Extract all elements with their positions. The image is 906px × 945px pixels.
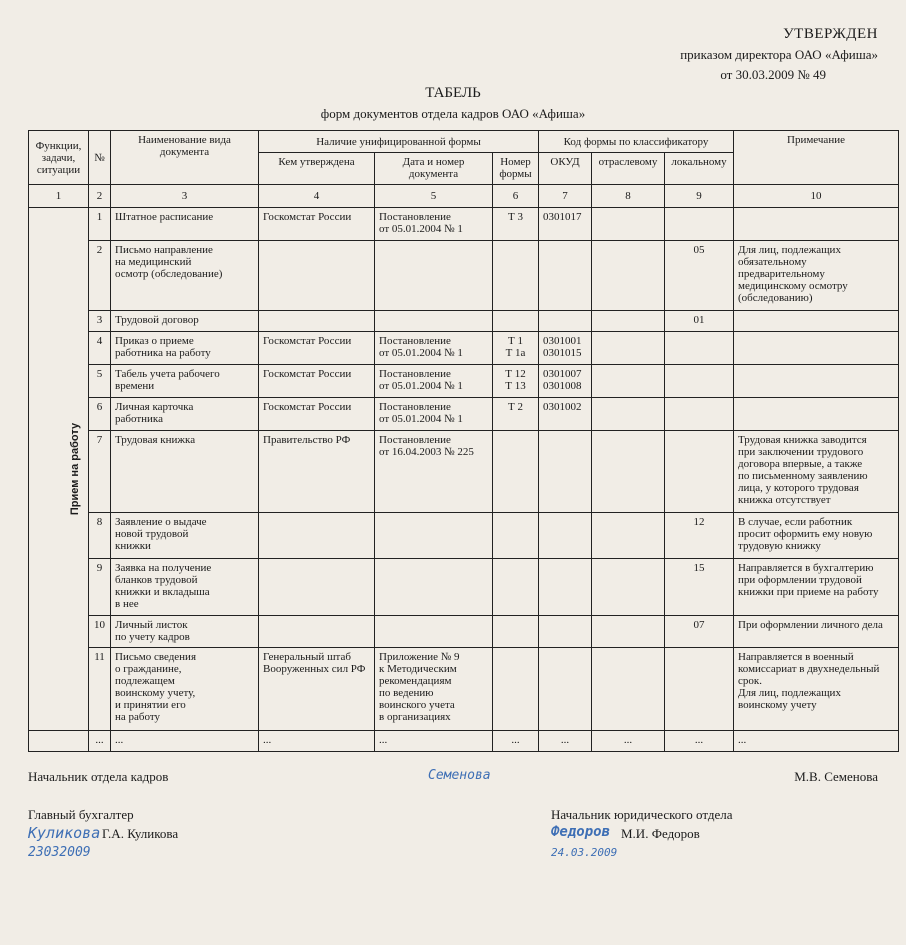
cell-date-number xyxy=(375,559,493,616)
cell-note: Направляется в военный комиссариат в двухнедельный срок. Для лиц, подлежащих воинскому учету xyxy=(734,648,899,731)
cell-approved-by: Генеральный штаб Вооруженных сил РФ xyxy=(259,648,375,731)
document-subtitle: форм документов отдела кадров ОАО «Афиша» xyxy=(320,106,586,121)
cell-doc-name: Письмо направление на медицинский осмотр (обследование) xyxy=(111,241,259,311)
column-number: 8 xyxy=(592,185,665,208)
cell-form-number: Т 2 xyxy=(493,398,539,431)
column-number: 9 xyxy=(665,185,734,208)
cell-form-number: Т 3 xyxy=(493,208,539,241)
cell-branch-code xyxy=(592,208,665,241)
cell-note xyxy=(734,332,899,365)
legal-head-name: М.И. Федоров xyxy=(621,826,700,841)
cell-note: Трудовая книжка заводится при заключении трудового договора впервые, а также по письменному заявлению лица, у которого трудовая книжка отсутствует xyxy=(734,431,899,513)
row-number: 5 xyxy=(89,365,111,398)
table-row xyxy=(29,398,899,431)
header-unified-form: Наличие унифицированной формы xyxy=(259,131,539,153)
cell-approved-by xyxy=(259,559,375,616)
approval-stamp xyxy=(680,24,878,85)
cell-form-number xyxy=(493,513,539,559)
row-number: 1 xyxy=(89,208,111,241)
cell-local-code xyxy=(665,648,734,731)
row-number: 3 xyxy=(89,311,111,332)
cell-okud-code xyxy=(539,513,592,559)
cell-date-number: Приложение № 9 к Методическим рекомендациям по ведению воинского учета в организациях xyxy=(375,648,493,731)
cell-doc-name: Трудовая книжка xyxy=(111,431,259,513)
row-number: 4 xyxy=(89,332,111,365)
table-row xyxy=(29,365,899,398)
cell-local-code xyxy=(665,332,734,365)
header-number: № xyxy=(89,131,111,185)
cell-doc-name: Личный листок по учету кадров xyxy=(111,616,259,648)
cell-local-code: 01 xyxy=(665,311,734,332)
cell-form-number: Т 1 Т 1а xyxy=(493,332,539,365)
header-branch: отраслевому xyxy=(592,153,665,185)
cell-date-number: Постановление от 05.01.2004 № 1 xyxy=(375,208,493,241)
cell-approved-by: Госкомстат России xyxy=(259,365,375,398)
approval-date: от 30.03.2009 № 49 xyxy=(720,67,826,82)
cell-form-number xyxy=(493,311,539,332)
cell-okud-code: 0301001 0301015 xyxy=(539,332,592,365)
cell-approved-by: ... xyxy=(259,731,375,752)
legal-head-signature: Федоров xyxy=(551,824,611,840)
header-local: локальному xyxy=(665,153,734,185)
cell-local-code: 05 xyxy=(665,241,734,311)
cell-approved-by: Правительство РФ xyxy=(259,431,375,513)
cell-approved-by xyxy=(259,616,375,648)
cell-form-number: ... xyxy=(493,731,539,752)
group-cell-empty xyxy=(29,731,89,752)
cell-branch-code xyxy=(592,616,665,648)
table-row xyxy=(29,559,899,616)
cell-form-number xyxy=(493,616,539,648)
column-number: 3 xyxy=(111,185,259,208)
column-number: 2 xyxy=(89,185,111,208)
table-row xyxy=(29,616,899,648)
chief-accountant-date: 23032009 xyxy=(28,845,91,860)
cell-note: В случае, если работник просит оформить ему новую трудовую книжку xyxy=(734,513,899,559)
row-number: 10 xyxy=(89,616,111,648)
cell-okud-code xyxy=(539,431,592,513)
cell-note: ... xyxy=(734,731,899,752)
cell-date-number: Постановление от 05.01.2004 № 1 xyxy=(375,398,493,431)
cell-date-number xyxy=(375,311,493,332)
cell-okud-code xyxy=(539,241,592,311)
header-classifier-code: Код формы по классификатору xyxy=(539,131,734,153)
cell-local-code xyxy=(665,431,734,513)
hr-head-name: М.В. Семенова xyxy=(794,769,878,784)
group-label: Прием на работу xyxy=(69,422,82,516)
cell-branch-code xyxy=(592,311,665,332)
chief-accountant-signature: Куликова xyxy=(28,824,101,842)
cell-local-code xyxy=(665,365,734,398)
cell-branch-code xyxy=(592,365,665,398)
cell-branch-code xyxy=(592,332,665,365)
cell-doc-name: Табель учета рабочего времени xyxy=(111,365,259,398)
column-number: 10 xyxy=(734,185,899,208)
header-okud: ОКУД xyxy=(539,153,592,185)
cell-okud-code: ... xyxy=(539,731,592,752)
table-row xyxy=(29,731,899,752)
cell-doc-name: Трудовой договор xyxy=(111,311,259,332)
cell-okud-code xyxy=(539,648,592,731)
cell-local-code: ... xyxy=(665,731,734,752)
cell-doc-name: Приказ о приеме работника на работу xyxy=(111,332,259,365)
approval-order: приказом директора ОАО «Афиша» xyxy=(680,47,878,62)
table-row xyxy=(29,241,899,311)
header-date-number: Дата и номер документа xyxy=(375,153,493,185)
hr-head-title: Начальник отдела кадров xyxy=(28,769,169,784)
header-form-number: Номер формы xyxy=(493,153,539,185)
cell-doc-name: ... xyxy=(111,731,259,752)
header-doc-name: Наименование вида документа xyxy=(111,131,259,185)
table-row xyxy=(29,513,899,559)
chief-accountant-name: Г.А. Куликова xyxy=(102,826,179,841)
cell-doc-name: Личная карточка работника xyxy=(111,398,259,431)
cell-local-code xyxy=(665,398,734,431)
cell-branch-code xyxy=(592,241,665,311)
cell-okud-code xyxy=(539,311,592,332)
table-row xyxy=(29,648,899,731)
cell-date-number xyxy=(375,513,493,559)
table-row xyxy=(29,332,899,365)
cell-date-number: Постановление от 05.01.2004 № 1 xyxy=(375,365,493,398)
cell-doc-name: Заявка на получение бланков трудовой книжки и вкладыша в нее xyxy=(111,559,259,616)
cell-date-number xyxy=(375,616,493,648)
cell-local-code: 15 xyxy=(665,559,734,616)
cell-date-number: Постановление от 05.01.2004 № 1 xyxy=(375,332,493,365)
cell-okud-code xyxy=(539,559,592,616)
forms-register-table xyxy=(28,130,899,752)
row-number: 6 xyxy=(89,398,111,431)
hr-head-signature: Семенова xyxy=(428,768,491,783)
header-functions: Функции, задачи, ситуации xyxy=(29,131,89,185)
cell-branch-code xyxy=(592,648,665,731)
header-note: Примечание xyxy=(734,131,899,185)
cell-note: Для лиц, подлежащих обязательному предварительному медицинскому осмотру (обследованию) xyxy=(734,241,899,311)
cell-approved-by: Госкомстат России xyxy=(259,208,375,241)
chief-accountant-title: Главный бухгалтер xyxy=(28,807,134,822)
header-approved-by: Кем утверждена xyxy=(259,153,375,185)
cell-note xyxy=(734,208,899,241)
cell-form-number xyxy=(493,241,539,311)
row-number: ... xyxy=(89,731,111,752)
column-number: 1 xyxy=(29,185,89,208)
legal-head-date: 24.03.2009 xyxy=(551,846,618,859)
cell-okud-code: 0301002 xyxy=(539,398,592,431)
cell-form-number: Т 12 Т 13 xyxy=(493,365,539,398)
row-number: 9 xyxy=(89,559,111,616)
cell-note xyxy=(734,365,899,398)
table-body xyxy=(29,208,899,752)
cell-doc-name: Письмо сведения о гражданине, подлежащем воинскому учету, и принятии его на работу xyxy=(111,648,259,731)
group-cell xyxy=(29,208,89,731)
cell-approved-by xyxy=(259,311,375,332)
cell-okud-code xyxy=(539,616,592,648)
cell-note: При оформлении личного дела xyxy=(734,616,899,648)
cell-branch-code xyxy=(592,431,665,513)
cell-date-number: ... xyxy=(375,731,493,752)
cell-doc-name: Заявление о выдаче новой трудовой книжки xyxy=(111,513,259,559)
cell-local-code: 12 xyxy=(665,513,734,559)
cell-branch-code xyxy=(592,398,665,431)
cell-approved-by: Госкомстат России xyxy=(259,332,375,365)
row-number: 8 xyxy=(89,513,111,559)
table-row xyxy=(29,431,899,513)
cell-okud-code: 0301017 xyxy=(539,208,592,241)
legal-head-title: Начальник юридического отдела xyxy=(551,807,733,822)
table-row xyxy=(29,208,899,241)
approval-title: УТВЕРЖДЕН xyxy=(783,26,878,42)
row-number: 2 xyxy=(89,241,111,311)
cell-form-number xyxy=(493,559,539,616)
cell-note: Направляется в бухгалтерию при оформлении трудовой книжки при приеме на работу xyxy=(734,559,899,616)
cell-okud-code: 0301007 0301008 xyxy=(539,365,592,398)
cell-local-code xyxy=(665,208,734,241)
cell-note xyxy=(734,398,899,431)
cell-local-code: 07 xyxy=(665,616,734,648)
document-title: ТАБЕЛЬ xyxy=(425,85,481,101)
cell-branch-code xyxy=(592,559,665,616)
cell-form-number xyxy=(493,431,539,513)
cell-form-number xyxy=(493,648,539,731)
cell-approved-by xyxy=(259,513,375,559)
row-number: 11 xyxy=(89,648,111,731)
cell-branch-code xyxy=(592,513,665,559)
row-number: 7 xyxy=(89,431,111,513)
table-row xyxy=(29,311,899,332)
cell-approved-by xyxy=(259,241,375,311)
cell-note xyxy=(734,311,899,332)
cell-date-number: Постановление от 16.04.2003 № 225 xyxy=(375,431,493,513)
column-number: 7 xyxy=(539,185,592,208)
column-number: 6 xyxy=(493,185,539,208)
column-number: 5 xyxy=(375,185,493,208)
cell-doc-name: Штатное расписание xyxy=(111,208,259,241)
cell-date-number xyxy=(375,241,493,311)
column-number: 4 xyxy=(259,185,375,208)
column-numbers-row xyxy=(29,185,899,208)
cell-approved-by: Госкомстат России xyxy=(259,398,375,431)
cell-branch-code: ... xyxy=(592,731,665,752)
